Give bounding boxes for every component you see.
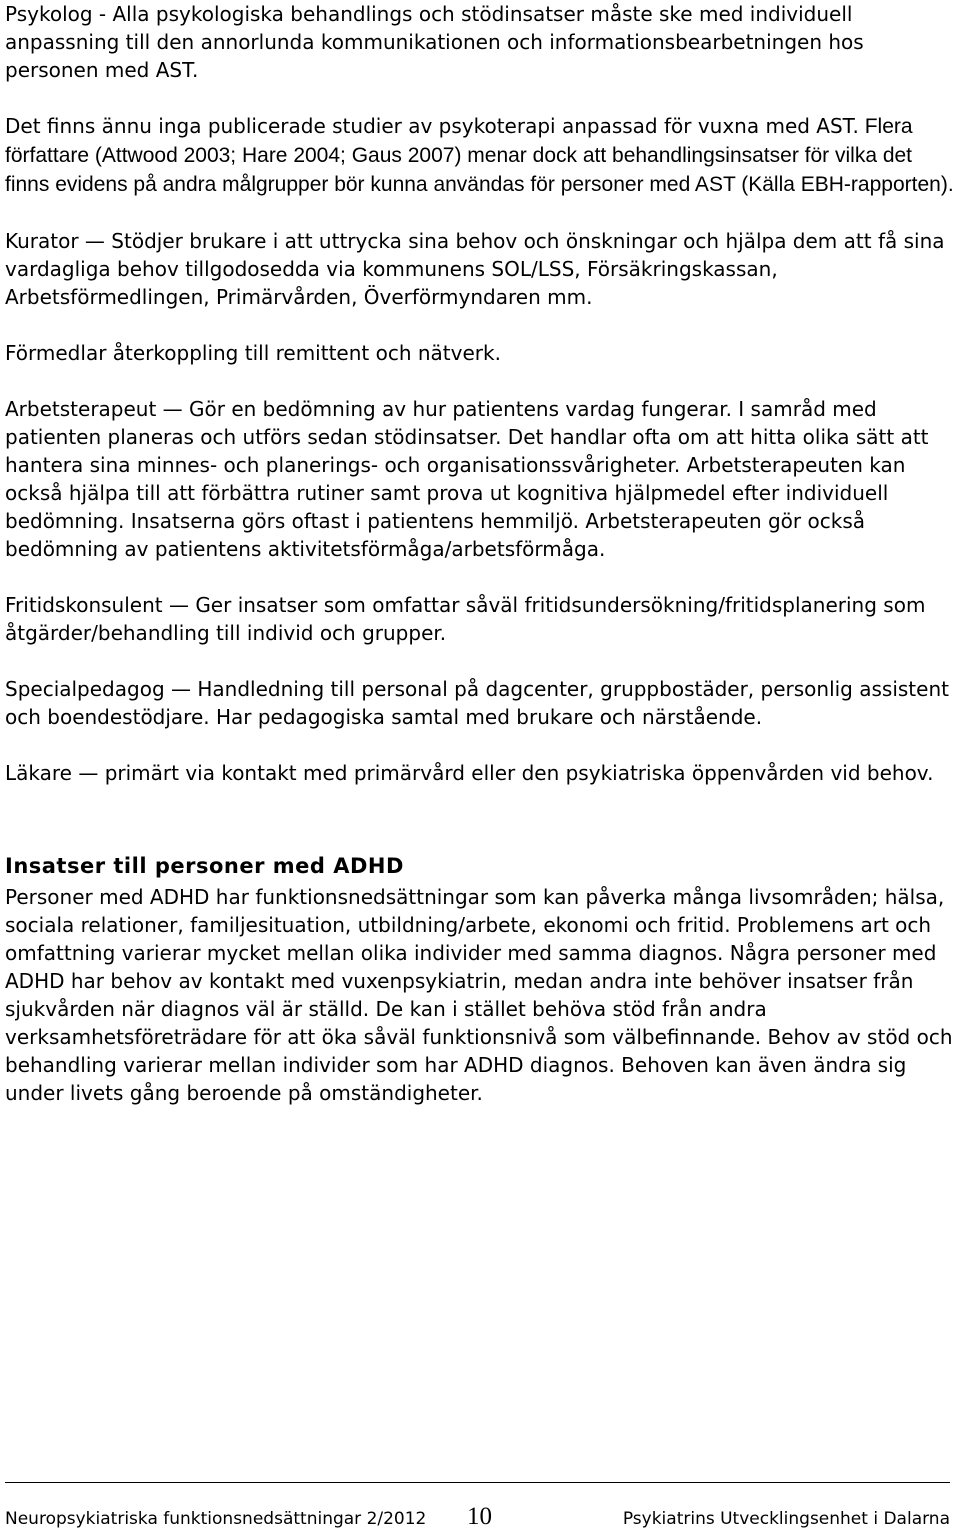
footer-divider xyxy=(5,1482,950,1483)
section-body: Personer med ADHD har funktionsnedsättningar som kan påverka många livsområden; hälsa, sociala relationer, familjesituation, utbildning/arbete, ekonomi och fritid. Problemens art och omfattning varierar mycket mellan olika individer med samma diagnos. Några personer med ADHD har behov av kontakt med vuxenpsykiatrin, medan andra inte behöver insatser från sjukvården när diagnos väl är ställd. De kan i stället behöva stöd från andra verksamhetsföreträdare för att öka såväl funktionsnivå som välbefinnande. Behov av stöd och behandling varierar mellan individer som har ADHD diagnos. Behoven kan även ändra sig under livets gång beroende på omständigheter. xyxy=(5,885,953,1105)
paragraph-specialpedagog: Specialpedagog — Handledning till personal på dagcenter, gruppbostäder, personlig assistent och boendestödjare. Har pedagogiska samtal med brukare och närstående. xyxy=(5,677,949,729)
paragraph-psykoterapi-authors: Flera författare (Attwood 2003; Hare 2004; Gaus 2007) menar dock att behandlingsinsatser för vilka det finns evidens på andra målgrupper bör kunna användas för personer med AST (Källa EBH-rapporten). xyxy=(5,115,954,196)
paragraph-fritidskonsulent: Fritidskonsulent — Ger insatser som omfattar såväl fritidsundersökning/fritidsplanering som åtgärder/behandling till individ och grupper. xyxy=(5,593,926,645)
document-page xyxy=(5,0,960,1107)
paragraph-psykoterapi xyxy=(5,112,960,199)
section-heading: Insatser till personer med ADHD xyxy=(5,854,404,878)
paragraph-kurator: Kurator — Stödjer brukare i att uttrycka sina behov och önskningar och hjälpa dem att få sina vardagliga behov tillgodosedda via kommunens SOL/LSS, Försäkringskassan, Arbetsförmedlingen, Primärvården, Överförmyndaren mm. xyxy=(5,229,945,309)
footer-publication: Neuropsykiatriska funktionsnedsättningar 2/2012 xyxy=(5,1509,427,1529)
paragraph-formedlar: Förmedlar återkoppling till remittent och nätverk. xyxy=(5,341,501,365)
footer-page-number: 10 xyxy=(467,1503,492,1530)
paragraph-psykolog: Psykolog - Alla psykologiska behandlings och stödinsatser måste ske med individuell anpassning till den annorlunda kommunikationen och informationsbearbetningen hos personen med AST. xyxy=(5,2,864,82)
paragraph-lakare: Läkare — primärt via kontakt med primärvård eller den psykiatriska öppenvården vid behov. xyxy=(5,761,934,785)
paragraph-psykoterapi-intro: Det finns ännu inga publicerade studier av psykoterapi anpassad för vuxna med AST. xyxy=(5,114,859,138)
page-footer xyxy=(5,1505,950,1535)
paragraph-arbetsterapeut: Arbetsterapeut — Gör en bedömning av hur patientens vardag fungerar. I samråd med patienten planeras och utförs sedan stödinsatser. Det handlar ofta om att hitta olika sätt att hantera sina minnes- och planerings- och organisationssvårigheter. Arbetsterapeuten kan också hjälpa till att förbättra rutiner samt prova ut kognitiva hjälpmedel efter individuell bedömning. Insatserna görs oftast i patientens hemmiljö. Arbetsterapeuten gör också bedömning av patientens aktivitetsförmåga/arbetsförmåga. xyxy=(5,397,929,561)
footer-organization: Psykiatrins Utvecklingsenhet i Dalarna xyxy=(622,1509,950,1529)
